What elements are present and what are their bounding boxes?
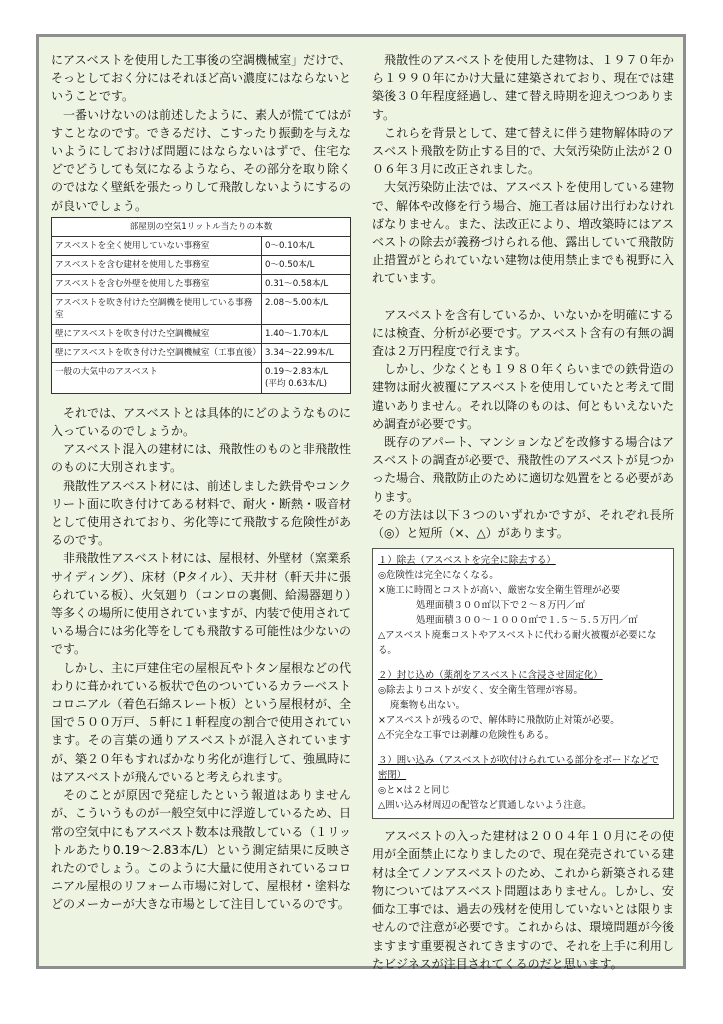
method-line: 処理面積３００～１０００㎡で１.５～５.５万円／㎡ [416,615,638,627]
table-cell-value: 0～0.10本/L [262,236,351,255]
page-frame [36,34,686,969]
value-range: 0.19～2.83本/L [265,366,329,377]
methods-box [372,548,674,819]
table-title: 部屋別の空気1リットル当たりの本数 [52,217,351,236]
right-column [372,51,674,973]
table-cell-label: 壁にアスベストを吹き付けた空調機械室（工事直後） [52,343,262,362]
paragraph: しかし、少なくとも１９８０年くらいまでの鉄骨造の建物は耐火被覆にアスベストを使用していたと考えて間違いありません。それ以降のものは、何ともいえないため調査が必要です。 [372,362,674,431]
paragraph-gap [372,288,674,306]
method-line: 廃棄物も出ない。 [390,700,466,712]
paragraph: 非飛散性アスベスト材には、屋根材、外壁材（窯業系サイディング）、床材（Pタイル）、天井材（軒天井に張られている板）、火気廻り（コンロの裏側、給湯器廻り）等多くの場所に使用されていますが、内装で使用されている場合には劣化等をしても飛散する可能性は少ないのです。 [51,551,352,657]
method-line: ×アスベストが残るので、解体時に飛散防止対策が必要。 [378,715,620,727]
method-line: ◎と×は２と同じ [378,785,451,797]
table-cell-label: アスベストを含む外壁を使用した事務室 [52,274,262,293]
table-row [52,274,351,293]
table-row [52,255,351,274]
method-line: ◎除去よりコストが安く、安全衛生管理が容易。 [378,685,583,697]
method-line: △囲い込み材周辺の配管など貫通しないよう注意。 [378,800,592,812]
paragraph: 大気汚染防止法では、アスベストを使用している建物で、解体や改修を行う場合、施工者は届け出行わなければなりません。また、法改正により、増改築時にはアスベストの除去が義務づけられる他、露出していて飛散防止措置がとられていない建物は使用禁止までも視野に入れています。 [372,180,674,286]
paragraph: しかし、主に戸建住宅の屋根瓦やトタン屋根などの代わりに葺かれている板状で色のついているカラーベストコロニアル（着色石綿スレート板）という屋根材が、全国で５００万戸、５軒に１軒程度の割合で使用されています。その言葉の通りアスベストが混入されていますが、築２０年もすればかなり劣化が進行して、強風時にはアスベストが飛んでいると考えられます。 [51,660,352,784]
table-row [52,293,351,324]
paragraph: その方法は以下３つのいずれかですが、それぞれ長所（◎）と短所（×、△）があります。 [372,507,674,541]
paragraph: 既存のアパート、マンションなどを改修する場合はアスベストの調査が必要で、飛散性のアスベストが見つかった場合、飛散防止のために適切な処置をとる必要があります。 [372,435,674,504]
paragraph: 一番いけないのは前述したように、素人が慌ててはがすことなのです。できるだけ、こすったり振動を与えないようにしておけば問題にはならないはずで、住宅などでどうしても気になるようなら、その部分を取り除くのではなく壁紙を張たっりして飛散しないようにするのが良いでしょう。 [51,107,352,213]
paragraph: 飛散性のアスベストを使用した建物は、１９７０年から１９９０年にかけ大量に建築されており、現在では建築後３０年程度経過し、建て替え時期を迎えつつあります。 [372,53,674,122]
method-title: ２）封じ込め（薬剤をアスベストに含浸させ固定化） [378,670,603,682]
paragraph: にアスベストを使用した工事後の空調機械室」だけで、そっとしておく分にはそれほど高い濃度にはならないということです。 [51,53,352,104]
table-cell-value [262,362,351,393]
concentration-table [51,217,351,394]
paragraph: アスベストを含有しているか、いないかを明確にするには検査、分析が必要です。アスベスト含有の有無の調査は２万円程度で行えます。 [372,307,674,359]
paragraph: そのことが原因で発症したという報道はありませんが、こういうものが一般空気中に浮遊しているため、日常の空気中にもアスベスト数本は飛散している（１リットルあたり0.19～2.83本/L）という測定結果に反映されたのでしょう。このように大量に使用されているコロニアル屋根のリフォーム市場に対して、屋根材・塗料などのメーカーが大きな市場として注目しているのです。 [51,788,352,912]
paragraph: それでは、アスベストとは具体的にどのようなものに入っているのでしょうか。 [51,405,351,439]
table-row [52,236,351,255]
method-line: △アスベスト廃棄コストやアスベストに代わる耐火被覆が必要になる。 [378,630,657,657]
table-cell-label: 壁にアスベストを吹き付けた空調機械室 [52,324,262,343]
table-cell-value: 3.34～22.99本/L [262,343,351,362]
method-title: ３）囲い込み（アスベストが吹付けられている部分をボードなどで密閉） [378,755,659,782]
table-cell-label: 一般の大気中のアスベスト [52,362,262,393]
table-cell-value: 1.40～1.70本/L [262,324,351,343]
method-title: １）除去（アスベストを完全に除去する） [378,555,556,567]
table-cell-value: 0.31～0.58本/L [262,274,351,293]
left-column [51,51,351,914]
method-line: ◎危険性は完全になくなる。 [378,570,499,582]
table-cell-label: アスベストを全く使用していない事務室 [52,236,262,255]
paragraph: アスベストの入った建材は２００４年１０月にその使用が全面禁止になりましたので、現在発売されている建材は全てノンアスベストのため、これから新築される建物についてはアスベスト問題はありません。しかし、安価な工事では、過去の残材を使用していないとは限りませんので注意が必要です。これからは、環境問題が今後ますます重要視されてきますので、それを上手に利用したビジネスが注目されてくるのだと思います。 [372,829,674,971]
paragraph: 飛散性アスベスト材には、前述しました鉄骨やコンクリート面に吹き付けてある材料で、耐火・断熱・吸音材として使用されており、劣化等にて飛散する危険性があるのです。 [51,478,352,548]
method-line: ×施工に時間とコストが高い、厳密な安全衛生管理が必要 [378,585,621,597]
paragraph: アスベスト混入の建材には、飛散性のものと非飛散性のものに大別されます。 [51,442,351,475]
table-cell-label: アスベストを吹き付けた空調機を使用している事務室 [52,293,262,324]
table-row [52,362,351,393]
table-cell-value: 0～0.50本/L [262,255,351,274]
table-cell-value: 2.08～5.00本/L [262,293,351,324]
method-line: 処理面積３００㎡以下で２～８万円／㎡ [416,600,585,612]
table-row [52,324,351,343]
table-cell-label: アスベストを含む建材を使用した事務室 [52,255,262,274]
table-row [52,343,351,362]
value-average: (平均 0.63本/L) [265,378,328,389]
method-line: △不完全な工事では剥離の危険性もある。 [378,730,554,742]
paragraph: これらを背景として、建て替えに伴う建物解体時のアスベスト飛散を防止する目的で、大気汚染防止法が２００６年３月に改正されました。 [372,125,674,177]
